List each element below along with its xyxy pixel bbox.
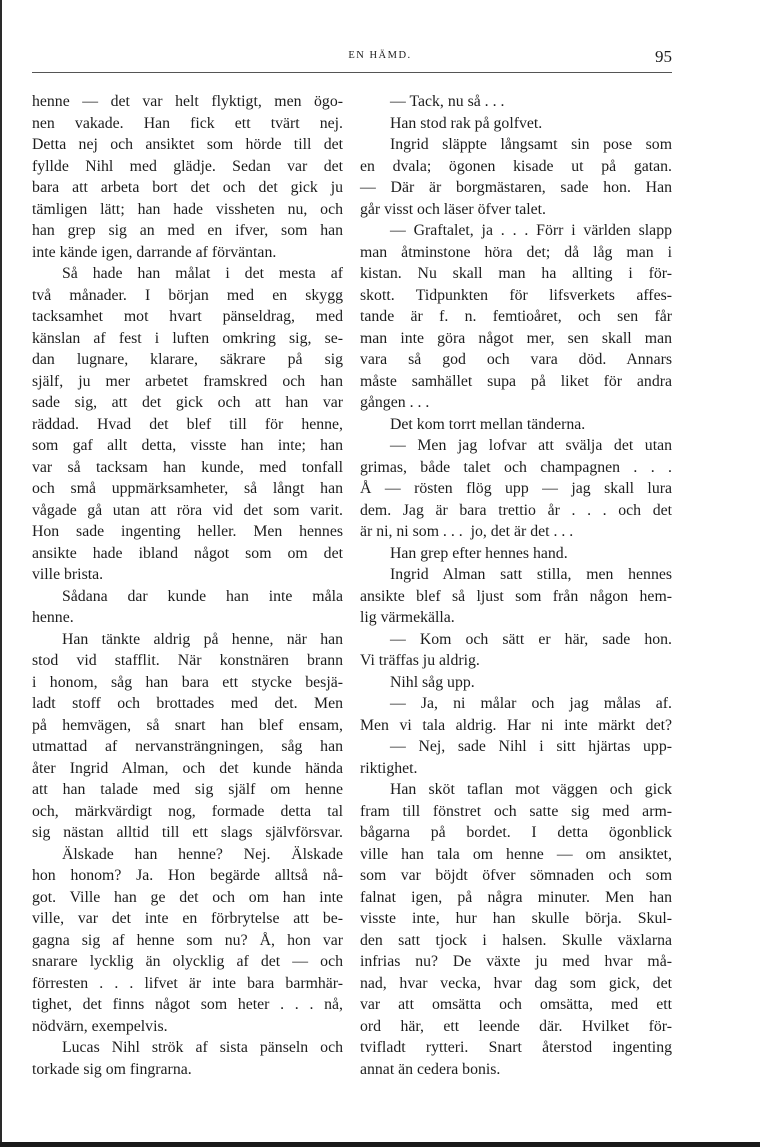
text-line: nad, hvar vecka, hvar dag som gick, det (360, 974, 672, 992)
header-rule (32, 72, 672, 73)
text-line: — Men jag lofvar att svälja det utan (390, 437, 672, 454)
text-line: vågade gå utan att röra vid det som varit. (32, 501, 343, 519)
text-line: som var böjdt öfver sömnaden och som (360, 867, 672, 884)
text-line: ord här, ett leende där. Hvilket för- (360, 1017, 672, 1035)
text-line: är ni, ni som . . . jo, det är det . . . (360, 523, 574, 540)
text-line: — Kom och sätt er här, sade hon. (390, 630, 672, 648)
text-line: som gaf allt detta, visste han inte; han (32, 437, 343, 454)
text-line: och små uppmärksamheter, så långt han (32, 480, 343, 497)
text-line: sade sig, att det gick och att han var (32, 394, 343, 411)
text-line: tande är f. n. femtioåret, och sen får (360, 308, 672, 325)
text-line: fram till fönstret och satte sig med arm- (360, 802, 672, 820)
text-line: henne — det var helt flyktigt, men ögo- (32, 93, 343, 110)
text-line: snarare lycklig än olycklig af det — och (32, 953, 343, 970)
text-line: Ingrid Alman satt stilla, men hennes (390, 566, 672, 583)
text-line: Så hade han målat i det mesta af (62, 265, 343, 282)
text-line: man åtminstone höra det; då låg man i (360, 243, 672, 261)
text-line: Å — rösten flög upp — jag skall lura (360, 480, 672, 497)
text-line: tämligen lätt; han hade vissheten nu, och (32, 200, 343, 218)
text-line: Han stod rak på golfvet. (390, 114, 543, 132)
text-line: Lucas Nihl strök af sista pänseln och (62, 1039, 343, 1056)
text-line: ladt stoff och brottades med det. Men (32, 695, 343, 712)
text-line: Detta nej och ansiktet som hörde till det (32, 136, 343, 153)
text-line: inte kände igen, darrande af förväntan. (32, 243, 277, 261)
right-text-column (360, 91, 672, 1080)
text-line: den satt tjock i halsen. Skulle växlarna (360, 931, 672, 949)
text-line: ansikte blef så ljust som från någon hem- (360, 587, 672, 605)
page-left-edge (0, 0, 2, 1147)
text-line: Han tänkte aldrig på henne, när han (62, 630, 343, 648)
text-line: — Tack, nu så . . . (390, 93, 505, 110)
text-line: — Ja, ni målar och jag målas af. (390, 695, 672, 712)
text-line: går visst och läser öfver talet. (360, 200, 546, 218)
page-number: 95 (655, 47, 672, 66)
text-line: man inte göra något mer, sen skall man (360, 329, 672, 347)
text-line: Vi träffas ju aldrig. (360, 652, 480, 669)
text-line: en dvala; ögonen kisade ut på gatan. (360, 157, 672, 175)
text-line: Han grep efter hennes hand. (390, 544, 568, 562)
text-line: Älskade han henne? Nej. Älskade (62, 845, 343, 863)
running-title: EN HÄMD. (348, 50, 412, 61)
text-line: dem. Jag är bara trettio år . . . och det (360, 501, 672, 519)
text-line: bågarna på bordet. I detta ögonblick (360, 824, 672, 841)
text-line: måste samhället supa på liket för andra (360, 372, 672, 390)
text-line: ville han tala om henne — om ansiktet, (360, 845, 672, 863)
text-line: stod vid stafflit. När konstnären brann (32, 652, 343, 669)
left-text-column (32, 91, 343, 1080)
text-line: Det kom torrt mellan tänderna. (390, 415, 586, 433)
text-line: tighet, det finns något som heter . . . nå, (32, 996, 343, 1013)
text-line: utmattad af nervansträngningen, såg han (32, 738, 343, 755)
text-line: var att omsätta och omsätta, med ett (360, 996, 672, 1013)
text-line: riktighet. (360, 759, 418, 777)
text-line: gången . . . (360, 394, 430, 411)
text-line: vara så god och vara död. Annars (360, 351, 672, 368)
text-line: Han sköt taflan mot väggen och gick (390, 781, 672, 798)
text-line: känslan af fest i luften omkring sig, se- (32, 329, 343, 347)
text-line: got. Ville han ge det och om han inte (32, 888, 343, 906)
text-line: skott. Tidpunkten för lifsverkets affes- (360, 286, 672, 304)
text-line: och, märkvärdigt nog, formade detta tal (32, 802, 343, 820)
text-line: hon honom? Ja. Hon begärde alltså nå- (32, 867, 343, 884)
text-line: infrias nu? De växte ju med hvar må- (360, 953, 672, 970)
text-line: — Där är borgmästaren, sade hon. Han (360, 179, 672, 196)
text-line: — Graftalet, ja . . . Förr i världen slapp (390, 222, 672, 239)
text-line: bara att arbeta bort det och det gick ju (32, 179, 343, 196)
text-line: Sådana dar kunde han inte måla (62, 587, 343, 605)
text-line: grimas, både talet och champagnen . . . (360, 458, 672, 476)
text-line: lig värmekälla. (360, 609, 455, 626)
text-line: ansikte hade ibland något som om det (32, 544, 343, 562)
text-line: nödvärn, exempelvis. (32, 1017, 168, 1035)
text-line: falnat igen, på några minuter. Men han (360, 888, 672, 906)
text-line: Hon sade ingenting heller. Men hennes (32, 523, 343, 540)
text-line: Nihl såg upp. (390, 673, 475, 691)
text-line: visste inte, hur han skulle börja. Skul- (360, 910, 672, 927)
text-line: ville brista. (32, 566, 104, 583)
text-line: att han talade med sig själf om henne (32, 781, 343, 798)
text-line: — Nej, sade Nihl i sitt hjärtas upp- (390, 738, 672, 755)
text-line: två månader. I början med en skygg (32, 286, 343, 304)
text-line: var så tacksam han kunde, med tonfall (32, 458, 343, 476)
text-line: nen vakade. Han fick ett tvärt nej. (32, 114, 343, 132)
text-line: dan lugnare, klarare, säkrare på sig (32, 351, 343, 368)
text-line: gagna sig af henne som nu? Å, hon var (32, 931, 343, 949)
text-line: räddad. Hvad det blef till för henne, (32, 415, 343, 433)
text-line: förresten . . . lifvet är inte bara barmhär- (32, 974, 343, 992)
text-line: tacksamhet mot hvart pänseldrag, med (32, 308, 343, 325)
text-line: i honom, såg han bara ett stycke besjä- (32, 673, 343, 691)
text-line: henne. (32, 609, 74, 626)
text-line: fyllde Nihl med glädje. Sedan var det (32, 157, 343, 175)
text-line: annat än cedera bonis. (360, 1060, 501, 1078)
text-line: Men vi tala aldrig. Har ni inte märkt det? (360, 716, 672, 734)
text-line: torkade sig om fingrarna. (32, 1060, 192, 1078)
text-line: sig nästan alltid till ett slags självförsvar. (32, 824, 343, 841)
text-line: kistan. Nu skall man ha allting i för- (360, 265, 672, 282)
text-line: själf, ju mer arbetet framskred och han (32, 372, 343, 390)
text-line: åter Ingrid Alman, och det kunde hända (32, 759, 343, 777)
text-line: på hemvägen, så snart han blef ensam, (32, 716, 343, 734)
text-line: Ingrid släppte långsamt sin pose som (390, 136, 672, 153)
text-line: han grep sig an med en ifver, som han (32, 222, 343, 239)
text-line: tvifladt rytteri. Snart återstod ingenting (360, 1039, 672, 1056)
text-line: ville, var det inte en förbrytelse att be- (32, 910, 343, 927)
page-bottom-edge (0, 1142, 760, 1147)
